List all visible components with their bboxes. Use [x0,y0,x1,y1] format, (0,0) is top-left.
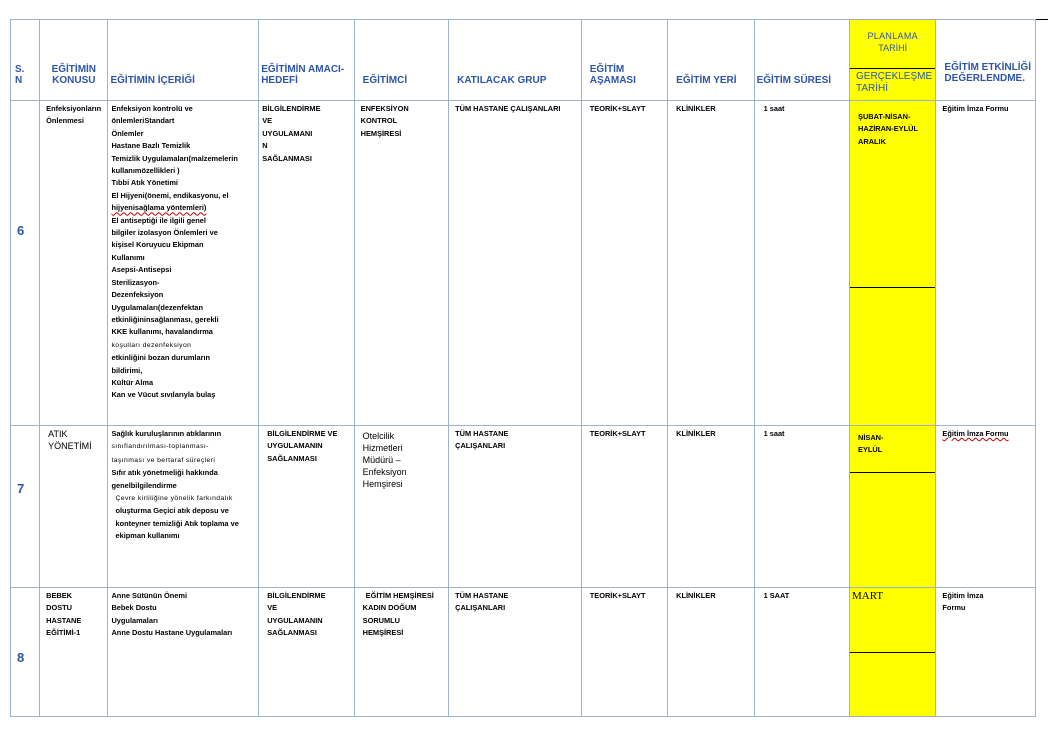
col-tarih [850,20,936,101]
yer-cell: KLİNİKLER [668,101,754,426]
row-number: 6 [11,101,40,426]
planlama-header: PLANLAMA TARİHİ [867,31,918,53]
asama-cell: TEORİK+SLAYT [581,588,667,717]
col-konu: EĞİTİMİN KONUSU [40,20,108,101]
grup-cell: TÜM HASTANE ÇALIŞANLARI [449,101,582,426]
yer-cell: KLİNİKLER [668,588,754,717]
col-sure: EĞİTİM SÜRESİ [754,20,849,101]
corner-mark [1036,19,1048,20]
amac-cell: BİLGİLENDİRME VE UYGULAMANIN SAĞLANMASI [259,426,354,588]
table-row [11,426,1036,588]
konu-cell: BEBEK DOSTU HASTANE EĞİTİMİ-1 [40,588,108,717]
amac-cell: BİLGİLENDİRME VE UYGULAMANIN SAĞLANMASI [259,588,354,717]
table-row [11,588,1036,717]
degerlendirme-cell: Eğitim İmza Formu [936,588,1036,717]
header-row [11,20,1036,101]
icerik-cell: Enfeksiyon kontrolü ve önlemleriStandart Önlemler Hastane Bazlı Temizlik Temizlik Uygulamaları(malzemelerin kullanımözellikleri ) Tıbbi Atık Yönetimi El Hijyeni(önemi, endikasyonu, el hijyenisağlama yöntemleri) El antiseptiği ile ilgili genel bilgiler izolasyon Önlemleri ve kişisel Koruyucu Ekipman Kullanımı Asepsi-Antisepsi Sterilizasyon- Dezenfeksiyon Uygulamaları(dezenfektan etkinliğininsağlanması, gerekli KKE kullanımı, havalandırma koşulları dezenfeksiyon etkinliğini bozan durumların bildirimi, Kültür Alma Kan ve Vücut sıvılarıyla bulaş [108,101,259,426]
col-yer: EĞİTİM YERİ [668,20,754,101]
training-plan-table [10,19,1036,717]
konu-cell: ATIK YÖNETİMİ [40,426,108,588]
yer-cell: KLİNİKLER [668,426,754,588]
sure-cell: 1 SAAT [754,588,849,717]
egitimci-cell: ENFEKSİYON KONTROL HEMŞİRESİ [354,101,448,426]
tarih-cell [850,426,936,588]
asama-cell: TEORİK+SLAYT [581,426,667,588]
tarih-cell [850,588,936,717]
planlama-date: ŞUBAT-NİSAN- HAZİRAN-EYLÜL ARALIK [858,112,918,146]
asama-cell: TEORİK+SLAYT [581,101,667,426]
konu-cell: Enfeksiyonların Önlenmesi [40,101,108,426]
col-grup: KATILACAK GRUP [449,20,582,101]
grup-cell: TÜM HASTANE ÇALIŞANLARI [449,426,582,588]
col-sn: S. N [11,20,40,101]
egitimci-cell: Otelcilik Hizmetleri Müdürü – Enfeksiyon Hemşiresi [354,426,448,588]
degerlendirme-cell: Eğitim İmza Formu [936,101,1036,426]
col-amac: EĞİTİMİN AMACI- HEDEFİ [259,20,354,101]
col-icerik: EĞİTİMİN İÇERİĞİ [108,20,259,101]
gerceklesme-header: GERÇEKLEŞME TARİHİ [856,71,933,94]
table-row [11,101,1036,426]
row-number: 7 [11,426,40,588]
col-degerlendirme: EĞİTİM ETKİNLİĞİ DEĞERLENDME. [936,20,1036,101]
sure-cell: 1 saat [754,426,849,588]
icerik-cell: Anne Sütünün Önemi Bebek Dostu Uygulamaları Anne Dostu Hastane Uygulamaları [108,588,259,717]
grup-cell: TÜM HASTANE ÇALIŞANLARI [449,588,582,717]
col-asama: EĞİTİM AŞAMASI [581,20,667,101]
col-egitimci: EĞİTİMCİ [354,20,448,101]
planlama-date: MART [852,590,884,602]
egitimci-cell: EĞİTİM HEMŞİRESİ KADIN DOĞUM SORUMLU HEMŞİRESİ [354,588,448,717]
row-number: 8 [11,588,40,717]
sure-cell: 1 saat [754,101,849,426]
degerlendirme-cell: Eğitim İmza Formu [936,426,1036,588]
amac-cell: BİLGİLENDİRME VE UYGULAMANI N SAĞLANMASI [259,101,354,426]
icerik-cell: Sağlık kuruluşlarının atıklarının sınıflandırılması-toplanması- taşınması ve bertaraf süreçleri Sıfır atık yönetmeliği hakkında genelbilgilendirme Çevre kirliliğine yönelik farkındalık oluşturma Geçici atık deposu ve konteyner temizliği Atık toplama ve ekipman kullanımı [108,426,259,588]
tarih-cell [850,101,936,426]
planlama-date: NİSAN- EYLÜL [858,433,884,455]
